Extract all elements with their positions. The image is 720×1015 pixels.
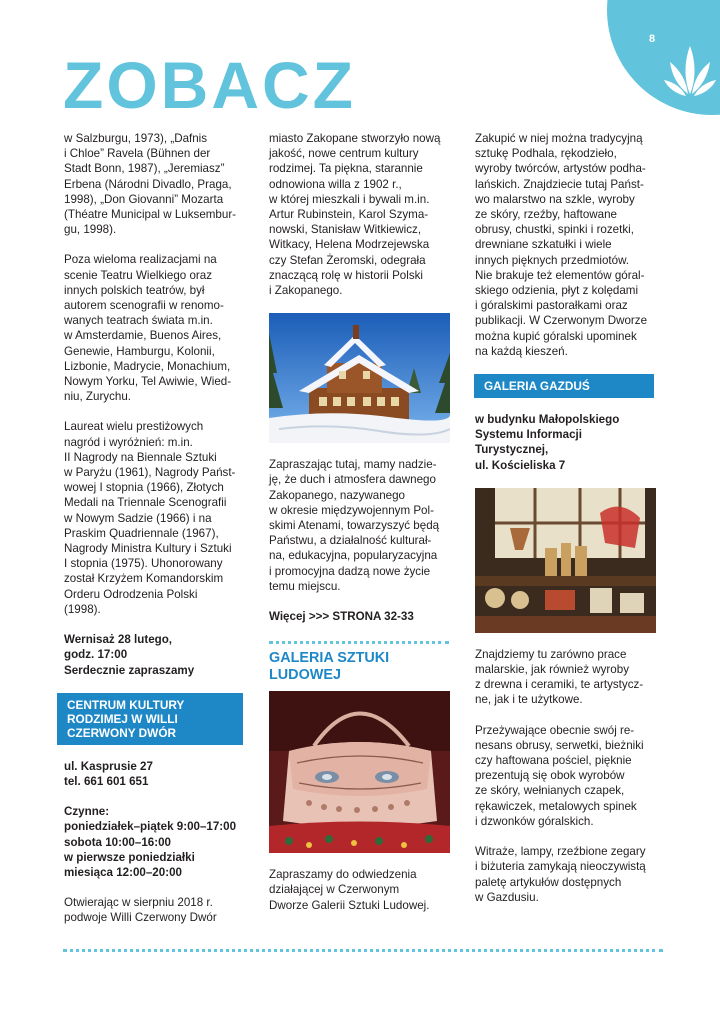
paragraph: miasto Zakopane stworzyło nową jakość, nowe centrum kultury rodzimej. Ta piękna, starannie odnowiona willa z 1902 r., w której mieszkali i bywali m.in. Artur Rubinstein, Karol Szyma- nowski, Stanisław Witkiewicz, Witkacy, Helena Modrzejewska czy Stefan Żeromski, odegrała znaczącą rolę w historii Polski i Zakopanego. (269, 132, 441, 298)
section-heading-galeria-sztuki: GALERIA SZTUKI LUDOWEJ (269, 650, 390, 684)
paragraph: Zakupić w niej można tradycyjną sztukę Podhala, rękodzieło, wyroby twórców, artystów podha- lańskich. Znajdziecie tutaj Państ- wo malarstwo na szkle, wyroby ze skóry, rzeźby, haftowane obrusy, chustki, spinki i rozetki, drewniane szkatułki i wiele innych pięknych przedmiotów. Nie brakuje też elementów góral- skiego odzienia, płyt z kolędami i góralskimi pastorałkami oraz publikacji. W Czerwonym Dworze można kupić góralski upominek na każdą kieszeń. (475, 132, 648, 358)
paragraph: w Salzburgu, 1973), „Dafnis i Chloe” Ravela (Bühnen der Stadt Bonn, 1987), „Jeremiasz” Erbena (Národni Divadlo, Praga, 1998), „Don Giovanni” Mozarta (Théatre Municipal w Luksembur- gu, 1998). (64, 132, 237, 237)
paragraph: Zapraszając tutaj, mamy nadzie- ję, że duch i atmosfera dawnego Zakopanego, nazywanego w okresie międzywojennym Pol- skimi Atenami, towarzyszyć będą Państwu, a działalność kulturał- na, edukacyjna, popularyzacyjna i promocyjna dadzą nowe życie temu miejscu. (269, 458, 440, 593)
column-1 (64, 131, 254, 926)
paragraph: Laureat wielu prestiżowych nagród i wyróżnień: m.in. II Nagrody na Biennale Sztuki w Paryżu (1961), Nagrody Państ- wowej I stopnia (1966), Złotych Medali na Triennale Scenografii w Nowym Sadzie (1966) i na Praskim Quadriennale (1967), Nagrody Ministra Kultury i Sztuki I stopnia (1975). Uhonorowany został Krzyżem Komandorskim Orderu Odrodzenia Polski (1998). (64, 420, 236, 616)
page-number: 8 (649, 33, 656, 45)
address: w budynku Małopolskiego Systemu Informacji Turystycznej, ul. Kościeliska 7 (475, 413, 620, 472)
paragraph: Witraże, lampy, rzeźbione zegary i biżuteria zamykają nieoczywistą paletę artykułów dostępnych w Gazdusiu. (475, 845, 646, 904)
footer-dotted-divider (63, 949, 663, 952)
more-link[interactable]: Więcej >>> STRONA 32-33 (269, 610, 414, 624)
paragraph: Zapraszamy do odwiedzenia działającej w Czerwonym Dworze Galerii Sztuki Ludowej. (269, 868, 430, 912)
villa-winter-photo (269, 313, 450, 443)
page-title: ZOBACZ (63, 48, 356, 122)
gallery-interior-photo (475, 488, 656, 633)
paragraph: Poza wieloma realizacjami na scenie Teatru Wielkiego oraz innych polskich teatrów, był autorem scenografii w renomo- wanych teatrach świata m.in. w Amsterdamie, Buenos Aires, Genewie, Hamburgu, Kolonii, Lizbonie, Madrycie, Monachium, Nowym Yorku, Tel Awiwie, Wied- niu, Zurychu. (64, 253, 232, 404)
address: ul. Kasprusie 27 tel. 661 601 651 (64, 759, 153, 788)
leather-bag-photo (269, 691, 450, 853)
column-2 (269, 131, 459, 913)
column-3 (475, 131, 667, 905)
leaf-logo-icon (664, 40, 716, 98)
vernissage-info: Wernisaż 28 lutego, godz. 17:00 Serdecznie zapraszamy (64, 633, 195, 677)
section-box-galeria-gazdus: GALERIA GAZDUŚ (474, 374, 654, 398)
opening-hours: Czynne: poniedziałek–piątek 9:00–17:00 sobota 10:00–16:00 w pierwsze poniedziałki miesiąca 12:00–20:00 (64, 805, 237, 879)
paragraph: Znajdziemy tu zarówno prace malarskie, jak również wyroby z drewna i ceramiki, te artystycz- ne, jak i te użytkowe. (475, 647, 644, 707)
section-box-centrum-kultury: CENTRUM KULTURY RODZIMEJ W WILLI CZERWONY DWÓR (57, 693, 243, 745)
paragraph: Otwierając w sierpniu 2018 r. podwoje Willi Czerwony Dwór (64, 896, 217, 925)
paragraph: Przeżywające obecnie swój re- nesans obrusy, serwetki, bieżniki czy haftowana pościel, pięknie prezentują się obok wyrobów ze skóry, wełnianych czapek, rękawiczek, metalowych spinek i dzwonków góralskich. (475, 723, 644, 828)
dotted-divider (269, 641, 449, 644)
